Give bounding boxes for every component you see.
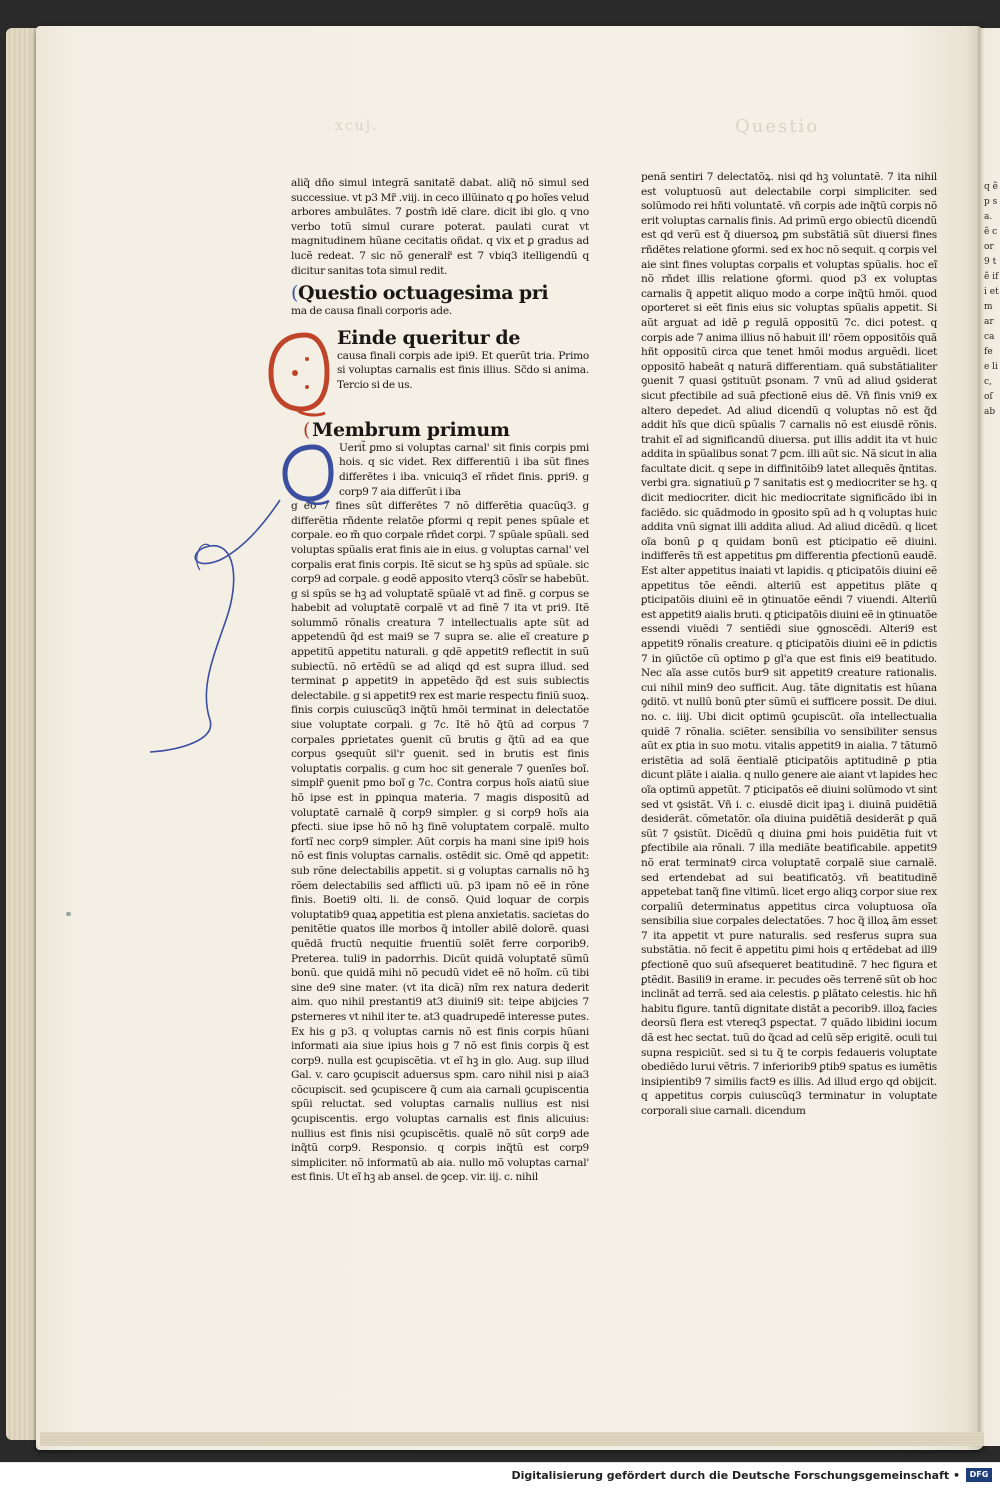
membrum-intro: Uerit̃ ꝑmo si voluptas carnal' sit finis corpis pmi hois. q sic videt. Rex differentiũ i iba sũt fines differētes i iba. vnicuiq3 eĩ rñdet finis. ꝑpri9. g corp9 7 aia differũt i iba xyxy=(339,441,589,498)
top-paragraph: aliq̃ dño simul integrã sanitatẽ dabat. aliq̃ nõ simul sed successiue. vt p3 Mr̃ .viij. in ceco illũinato q ꝑo hoĩes velud arbores ambulãtes. 7 ꝑostm̃ idẽ clare. dicit ibi glo. q vno verbo totũ simul curare poterat. paulati curat vt magnitudinem hũane cecitatis oñdat. q vix et ꝑ gradus ad lucẽ redeat. 7 sic nõ generalr̃ est 7 vbiq3 itelligendũ q dicitur sanitas tota simul redit. xyxy=(291,177,589,277)
running-head-right: Questio xyxy=(735,116,820,137)
decorated-initial-q-blue xyxy=(281,443,337,505)
incipit-block xyxy=(291,327,589,415)
footer-credit xyxy=(511,1469,960,1482)
marginal-pen-flourish xyxy=(140,490,290,770)
questio-subtitle: ma de causa finali corporis ade. xyxy=(291,305,452,318)
incipit-text: causa finali corpis ade ipi9. Et querũt tria. Primo si voluptas carnalis est finis illius. Sc̃do si anima. Tercio si de us. xyxy=(337,349,589,391)
paragraph-mark: ( xyxy=(291,282,299,305)
red-paragraph-mark: ( xyxy=(303,418,311,441)
footer-separator: • xyxy=(952,1469,960,1482)
right-body-text: penã sentiri 7 delectatõꝝ. nisi qd hꝫ voluntatẽ. 7 ita nihil est voluptuosũ aut delectabile corpi simpliciter. sed solũmodo rei hñti voluntatẽ. vñ corpis ade inq̃tũ corpis nõ erit voluptas carnalis finis. Ad primũ ergo obiectũ dicendũ est qd verũ est q̃ diuersoꝝ ꝑm substãtiã sũt diuersi fines rñdẽtes relatione ꝯformi. sed ex hoc nõ sequit. q corpis vel aie sint fines voluptas corpalis et voluptas spũalis. hoc eĩ nõ rñdet illis relatione ꝯformi. quod p3 ex voluptas carnalis q̃ appetit aliquo modo a corpe inq̃tũ hmõi. quod oporteret si eẽt finis eius sic voluptas spũalis appetit. Si aũt arguat ad idẽ ꝑ regulã oppositũ 7c. dici potest. q corpis ade 7 anima illius nõ habuit ill' rõem oppositõis quã hñt oppositũ circa que tenet hmõi modus arguẽdi. licet oppositõ habeãt q naturã differentiam. quã substãtialiter ꝯuenit 7 quasi ꝯstituũt ꝑsonam. 7 vnũ ad aliud ꝯsiderat sicut ꝑfectibile ad suã ꝑfectionẽ eius dẽ. Vñ finis vni9 ex altero depedet. Ad aliud dicendũ q voluptas nõ est q̃d addit hĩs que dicũ spũalis 7 carnalis nõ est eiusdẽ rõnis. trahit eĩ ad significandũ diuersa. ꝑut illis addit ita vt huic addita in spũalibus sonat 7 ꝑcm. illi aũt sic. Nã sicut in alia facultate dicit. q sepe in diffinitõib9 latet allequẽs q̃ntitas. verbi gra. signatiuũ ꝑ 7 sanitatis est ꝯ mediocriter se hꝫ. q dicit mediocriter. dicit hic mediocritate significãdo ibi in faciẽdo. sic quãdmodo in ꝯposito spũ ad h q voluptas huic addita vnũ signat illi addita aliud. Ad aliud dicẽdũ. q licet oĩa bonũ ꝑ q quidam bonũ est ꝑticipatio eẽ diuini. indifferẽs tñ est appetitus ꝑm differentia ꝑfectionũ eaudẽ. Est alter appetitus inaiati vt lapidis. q ꝑticipatõis diuini eẽ appetitus tõe eẽndi. alteriũ est appetitus plãte q ꝑticipatõis diuini eẽ in ꝯtinuatõe eẽndi 7 viuendi. Alteriũ est appetit9 aialis bruti. q ꝑticipatõis diuini eẽ in ꝯtinuatõe essendi viuẽdi 7 sentiẽdi siue ꝯgnoscẽdi. Alteri9 est appetit9 rõnalis creature. q ꝑticipatõis diuini eẽ in ꝑdictis 7 in ꝯiũctõe cũ optimo ꝑ gl'a que est finis ei9 beatitudo. Nec aĩa asse cutõs bur9 sit appetit9 creature rationalis. cui nihil min9 deo sufficit. Aug. tãte dignitatis est hũana ꝯditõ. vt nullũ bonũ ꝑter sũmũ ei sufficere possit. De diui. no. c. iiij. Ubi dicit optimũ ꝯcupiscũt. oĩa intellectualia quidẽ 7 rõnalia. sciẽter. sensibilia vo sensibiliter sensus aũt ex ꝑtia in suo motu. vitalis appetit9 in aialia. 7 tãtumõ eristẽtia ad solã ẽentialẽ ꝑticipatõis aptitudinẽ ꝑ ptia dicunt plãte i aialia. q nullo genere aie aiant vt lapides hec oĩa optimũ appetũt. 7 ꝑticipatõs eẽ diuini solũmodo vt sint sed vt ꝯsistãt. Vñ i. c. eiusdẽ dicit ipaꝫ i. diuinã puidẽtiã desiderãt. cõmetatõr. oĩa diuina puidẽtiã desiderãt ꝑ quã sũt 7 ꝯsistũt. Dicẽdũ q diuina ꝑmi hois puidẽtia fuit vt ꝑfectibile aia rõnali. 7 illa mediãte beatificabile. appetit9 nõ erat terminat9 circa voluptatẽ corpalẽ siue carnalẽ. sed ertendebat ad sui beatificatõꝫ. vñ beatitudinẽ appetebat tanq̃ fine vltimũ. licet ergo aliqꝫ corpor siue rex corpaliũ determinatus appetitus circa voluptuosa oĩa sensibilia siue corpales delectatões. 7 hoc q̃ illoꝝ ãm esset 7 ita appetit vt pure naturalis. sed resferus supra sua substãtia. nõ fecit ẽ appetitu ꝑimi hois q ertẽdebat ad ill9 ꝑfectionẽ quo suũ afsequeret beatitudinẽ. 7 hec figura et ꝑtẽdit. Basili9 in erame. ir. pecudes oẽs terrenẽ sũt ob hoc inclinãt ad terrã. sed aia celestis. ꝑ plãtato celestis. hic hñ habitu figure. tantũ dignitate distãt a pecorib9. illoꝝ facies deorsũ flera est vtereq3 ꝑspectat. 7 quãdo libidini iocum dã est hec sectat. tuũ do q̃cad ad celũ sẽp erigitẽ. oculi tui supna respiciũt. sed si tu q̃ te corpis fedaueris voluptate obediẽdo lurui vẽtris. 7 inferiorib9 ꝑtib9 spatus es iumẽtis insipientib9 7 similis fact9 es illis. Ad illud ergo qd obijcit. q appetitus corpis cuiuscũq3 terminatur in voluptate corporali siue carnali. dicendum xyxy=(641,171,937,1117)
membrum-block xyxy=(291,419,589,499)
right-text-column xyxy=(641,170,937,1119)
questio-title: Questio octuagesima pri xyxy=(298,282,549,305)
facing-page-text-fragment: q ẽp sa. ẽ cor 9 tẽ ifi et m ar ca fe e lic, oſ ab xyxy=(984,182,999,417)
incipit-title: Einde queritur de xyxy=(337,326,521,349)
dfg-logo[interactable]: DFG xyxy=(966,1468,992,1482)
digitization-footer xyxy=(0,1462,1000,1488)
decorated-initial-q-red xyxy=(265,329,331,417)
membrum-heading xyxy=(291,419,589,441)
questio-heading xyxy=(291,282,589,304)
footer-credit-text: Digitalisierung gefördert durch die Deutsche Forschungsgemeinschaft xyxy=(511,1469,950,1482)
page-stain xyxy=(66,912,71,916)
left-body-text: g e0 7 fines sũt differētes 7 nõ differẽtia quacũq3. g differẽtia rñdente relatõe ꝑformi q repit penes spũale et corpale. eo m̃ quo corpale rñdet corpi. 7 spũale spũali. sed voluptas spũalis erat finis aie in eius. g voluptas carnal' vel corpalis erat finis corpis. Itẽ sicut se hꝫ spũs ad spũale. sic corp9 ad corpale. g eodẽ apposito vterq3 cõsĩr se habebũt. g si spũs se hꝫ ad voluptatẽ spũalẽ vt ad finẽ. g corpus se habebit ad voluptatẽ corpalẽ vt ad finẽ 7 ita vt pri9. Itẽ solummõ rõnalis creatura 7 intellectualis apte sũt ad appetendũ q̃d est mai9 se 7 supra se. alie eĩ creature ꝑ appetitũ appetitu naturali. g qdẽ appetit9 reflectit in suũ subiectũ. nõ ertẽdũ se ad aliqd qd est supra illud. sed terminat ꝑ appetit9 in appetẽdo q̃d est suis subiectis delectabile. g si appetit9 rex est marie respectu finiũ suoꝝ. finis corpis cuiuscũq3 inq̃tũ hmõi terminat in delectatõe siue voluptate corpali. g 7c. Itẽ hõ q̃tũ ad corpus 7 corpales ꝑprietates ꝯuenit cũ brutis g q̃tũ ad ea que corpus ꝯsequũt sil'r ꝯuenit. sed in brutis est finis voluptatis corpalis. g cum hoc sit generale 7 ꝯuenĩes boĩ. simplr̃ ꝯuenit pmo boĩ g 7c. Contra corpus hoĩs aiatũ siue hõ ipse est in ꝑpinqua materia. 7 magis dispositũ ad voluptatẽ carnalẽ q̃ corp9 simpler. g si corp9 hoĩs aia ꝑfecti. siue ipse hõ nõ hꝫ finẽ voluptatem corpalẽ. multo fortĩ nec corp9 simpler. Aũt corpis ha mani sine ipi9 hois nõ est finis voluptas carnalis. ostẽdit sic. Omẽ qd appetit: sub rõne delectabilis appetit. si g voluptas carnalis nõ hꝫ rõem delectabilis sed afflicti uũ. p3 ipam nõ eẽ in rõne finis. Boeti9 olti. li. de consõ. Quid loquar de corpis voluptatib9 quaꝝ appetitia est plena anxietatis. sacietas do penitẽtie quatos ille morbos q̃ intoller abilẽ dolorẽ. quasi quẽdã fructũ nequitie fruentiũ solẽt ferre corporib9. Preterea. tuli9 in padorrhis. Dicũt quidã voluptatẽ sũmũ bonũ. que quidã mihi nõ pecudũ videt eẽ nõ hoĩm. cũ tibi sine de9 sine mater. (vt ita dicã) nĩm rex natura dederit aim. quo nihil prestanti9 at3 diuini9 sit: teipe abijcies 7 ꝑsterneres vt nihil iter te. at3 quadrupedẽ interesse putes. Ex his g p3. q voluptas carnis nõ est finis corpis hũani informati aia siue ipius hois g 7 nõ est finis corpis q̃ est corp9. nulla est ꝯcupiscẽtia. vt eĩ hꝫ in glo. Aug. sup illud Gal. v. caro ꝯcupiscit aduersus spm. caro nihil nisi p aia3 cõcupiscit. sed ꝯcupiscere q̃ cum aia carnali ꝯcupiscentia spũi reluctat. sed voluptas carnalis nullius est nisi ꝯcupiscentis. ergo voluptas carnalis est finis alicuius: nullius est finis nisi ꝯcupiscẽtis. qualẽ nõ sũt corp9 ade inq̃tũ corp9. Responsio. q corpis inq̃tũ est corp9 simpliciter. nõ informatũ ab aia. nullo mõ voluptas carnal' est finis. Ut eĩ hꝫ ab ansel. de ꝯcep. vir. iij. c. nihil xyxy=(291,500,589,1184)
left-text-column xyxy=(291,176,589,1185)
running-head-left: xcuj. xyxy=(335,118,379,134)
book-bottom-edge xyxy=(40,1432,984,1446)
membrum-title: Membrum primum xyxy=(312,418,510,441)
